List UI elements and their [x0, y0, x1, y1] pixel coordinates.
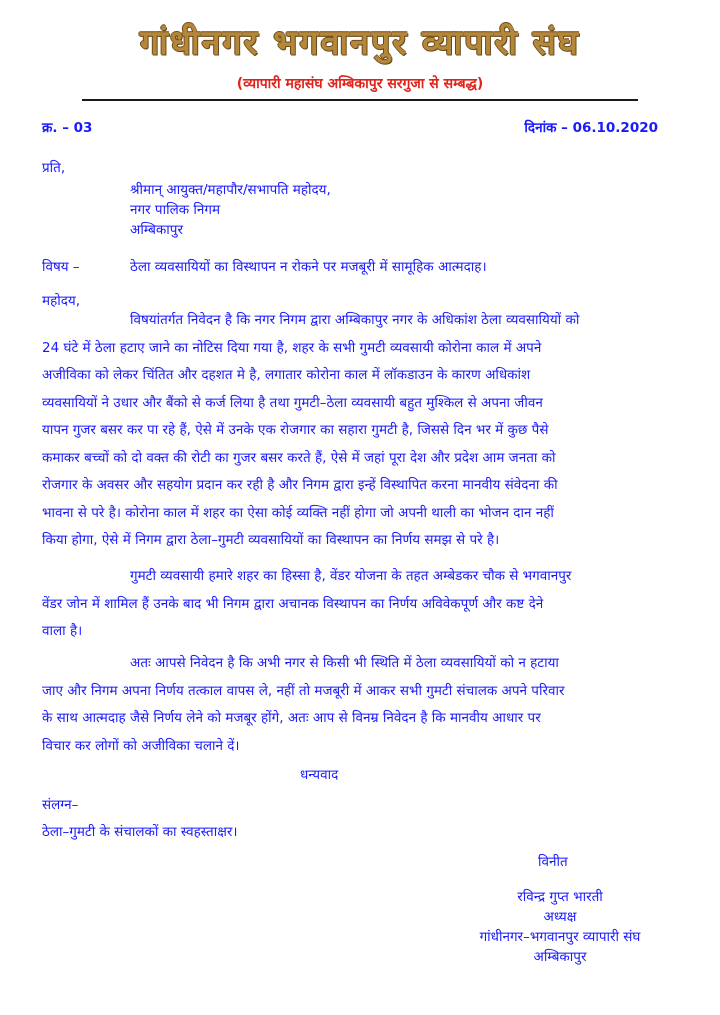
- paragraph-2: [42, 563, 682, 646]
- paragraph-line: व्यवसायियों ने उधार और बैंको से कर्ज लिया है तथा गुमटी–ठेला व्यवसायी बहुत मुश्किल से अपना जीवन: [42, 394, 543, 411]
- header-divider: [82, 99, 638, 101]
- signatory-organization: गांधीनगर–भगवानपुर व्यापारी संघ: [479, 929, 641, 945]
- enclosure-label: संलग्न–: [42, 797, 79, 813]
- signatory-name: रविन्द्र गुप्त भारती: [517, 889, 603, 905]
- signatory-city: अम्बिकापुर: [533, 949, 587, 965]
- paragraph-1: [42, 307, 682, 555]
- letterhead-title: गांधीनगर भगवानपुर व्यापारी संघ: [140, 23, 580, 63]
- paragraph-line: वाला है।: [42, 623, 83, 639]
- paragraph-line: जाए और निगम अपना निर्णय तत्काल वापस ले, नहीं तो मजबूरी में आकर सभी गुमटी संचालक अपने परिवार: [42, 682, 565, 699]
- paragraph-line: विचार कर लोगों को अजीविका चलाने दें।: [42, 737, 240, 754]
- subject-text: ठेला व्यवसायियों का विस्थापन न रोकने पर मजबूरी में सामूहिक आत्मदाह।: [130, 259, 487, 275]
- paragraph-line: गुमटी व्यवसायी हमारे शहर का हिस्सा है, वेंडर योजना के तहत अम्बेडकर चौक से भगवानपुर: [130, 568, 572, 584]
- thanks-text: धन्यवाद: [300, 767, 339, 783]
- recipient-line-2: नगर पालिक निगम: [130, 202, 221, 218]
- paragraph-line: वेंडर जोन में शामिल हैं उनके बाद भी निगम द्वारा अचानक विस्थापन का निर्णय अविवेकपूर्ण और कष्ट देने: [42, 595, 544, 612]
- paragraph-line: कमाकर बच्चों को दो वक्त की रोटी का गुजर बसर करते हैं, ऐसे में जहां पूरा देश और प्रदेश आम जनता को: [42, 449, 556, 466]
- signature-closing: विनीत: [538, 854, 568, 870]
- reference-number: क्र. – 03: [42, 120, 93, 136]
- paragraph-line: अजीविका को लेकर चिंतित और दहशत मे है, लगातार कोरोना काल में लॉकडाउन के कारण अधिकांश: [42, 367, 531, 383]
- paragraph-line: यापन गुजर बसर कर पा रहे हैं, ऐसे में उनके एक रोजगार का सहारा गुमटी है, जिससे दिन भर में कुछ पैसे: [42, 422, 549, 438]
- signatory-designation: अध्यक्ष: [543, 909, 577, 925]
- paragraph-line: अतः आपसे निवेदन है कि अभी नगर से किसी भी स्थिति में ठेला व्यवसायियों को न हटाया: [130, 655, 559, 671]
- letter-date: दिनांक – 06.10.2020: [524, 120, 658, 136]
- signature-block: [440, 887, 680, 967]
- recipient-line-3: अम्बिकापुर: [130, 222, 183, 238]
- enclosure-text: ठेला–गुमटी के संचालकों का स्वहस्ताक्षर।: [42, 824, 238, 840]
- paragraph-3: [42, 650, 682, 760]
- paragraph-line: 24 घंटे में ठेला हटाए जाने का नोटिस दिया गया है, शहर के सभी गुमटी व्यवसायी कोरोना काल में अपने: [42, 339, 542, 356]
- paragraph-line: रोजगार के अवसर और सहयोग प्रदान कर रही है और निगम द्वारा इन्हें विस्थापित करना मानवीय संवेदना की: [42, 477, 558, 493]
- paragraph-line: विषयांतर्गत निवेदन है कि नगर निगम द्वारा अम्बिकापुर नगर के अधिकांश ठेला व्यवसायियों को: [130, 312, 580, 328]
- salutation: महोदय,: [42, 293, 81, 309]
- recipient-prefix: प्रति,: [42, 160, 66, 176]
- subject-label: विषय –: [42, 259, 80, 275]
- paragraph-line: के साथ आत्मदाह जैसे निर्णय लेने को मजबूर होंगे, अतः आप से विनम्र निवेदन है कि मानवीय आधार पर: [42, 710, 541, 726]
- letterhead-subtitle: (व्यापारी महासंघ अम्बिकापुर सरगुजा से सम्बद्ध): [236, 76, 484, 92]
- paragraph-line: किया होगा, ऐसे में निगम द्वारा ठेला–गुमटी व्यवसायियों का विस्थापन का निर्णय समझ से परे है।: [42, 532, 500, 548]
- recipient-line-1: श्रीमान् आयुक्त/महापौर/सभापति महोदय,: [130, 182, 331, 198]
- paragraph-line: भावना से परे है। कोरोना काल में शहर का ऐसा कोई व्यक्ति नहीं होगा जो अपनी थाली का भोजन दान नहीं: [42, 504, 554, 521]
